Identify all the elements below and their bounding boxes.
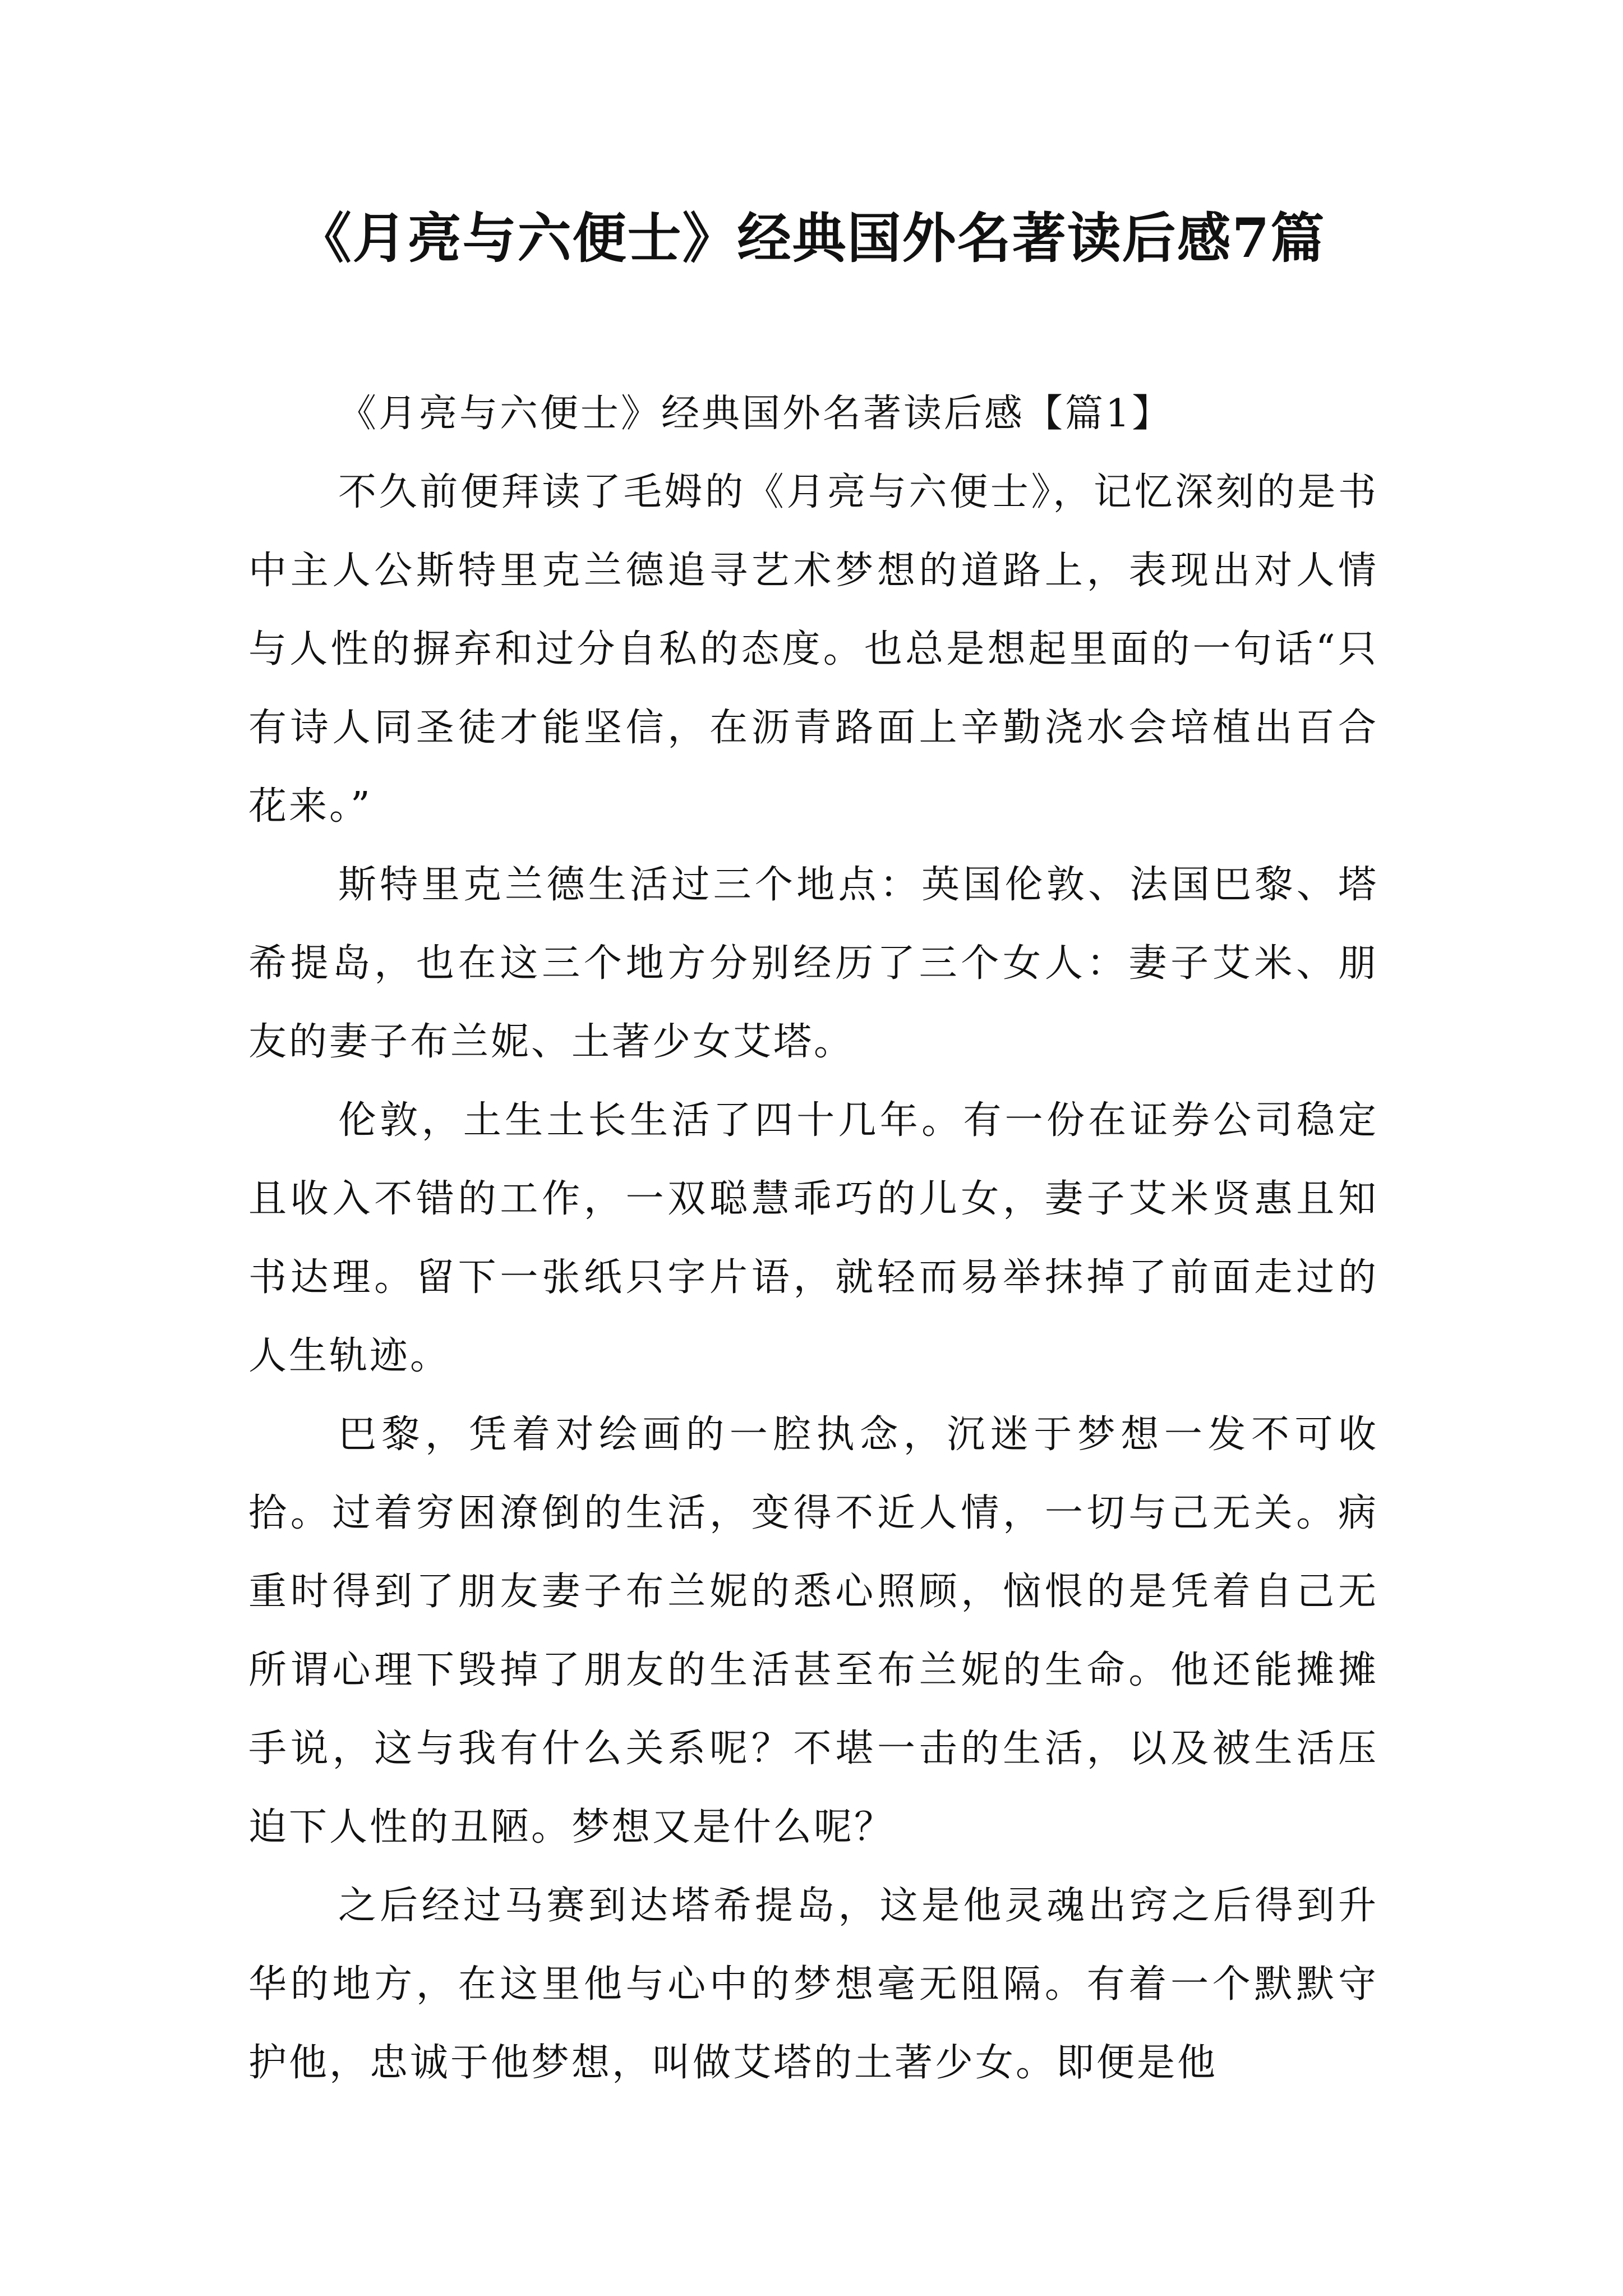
paragraph: 不久前便拜读了毛姆的《月亮与六便士》，记忆深刻的是书中主人公斯特里克兰德追寻艺术梦想的道路上，表现出对人情与人性的摒弃和过分自私的态度。也总是想起里面的一句话“只有诗人同圣徒才能坚信，在沥青路面上辛勤浇水会培植出百合花来。” xyxy=(248,470,1378,829)
paragraph: 之后经过马赛到达塔希提岛，这是他灵魂出窍之后得到升华的地方，在这里他与心中的梦想毫无阻隔。有着一个默默守护他，忠诚于他梦想，叫做艾塔的土著少女。即便是他 xyxy=(248,1884,1378,2085)
paragraph: 巴黎，凭着对绘画的一腔执念，沉迷于梦想一发不可收拾。过着穷困潦倒的生活，变得不近人情，一切与己无关。病重时得到了朋友妻子布兰妮的悉心照顾，恼恨的是凭着自己无所谓心理下毁掉了朋友的生活甚至布兰妮的生命。他还能摊摊手说，这与我有什么关系呢？不堪一击的生活，以及被生活压迫下人性的丑陋。梦想又是什么呢？ xyxy=(248,1412,1378,1849)
paragraph: 伦敦，土生土长生活了四十几年。有一份在证券公司稳定且收入不错的工作，一双聪慧乖巧的儿女，妻子艾米贤惠且知书达理。留下一张纸只字片语，就轻而易举抹掉了前面走过的人生轨迹。 xyxy=(248,1098,1378,1378)
paragraph: 斯特里克兰德生活过三个地点：英国伦敦、法国巴黎、塔希提岛，也在这三个地方分别经历了三个女人：妻子艾米、朋友的妻子布兰妮、土著少女艾塔。 xyxy=(248,863,1378,1064)
section-heading: 《月亮与六便士》经典国外名著读后感【篇1】 xyxy=(338,392,1173,436)
document-title: 《月亮与六便士》经典国外名著读后感7篇 xyxy=(297,206,1326,270)
document-body xyxy=(248,375,1378,2102)
